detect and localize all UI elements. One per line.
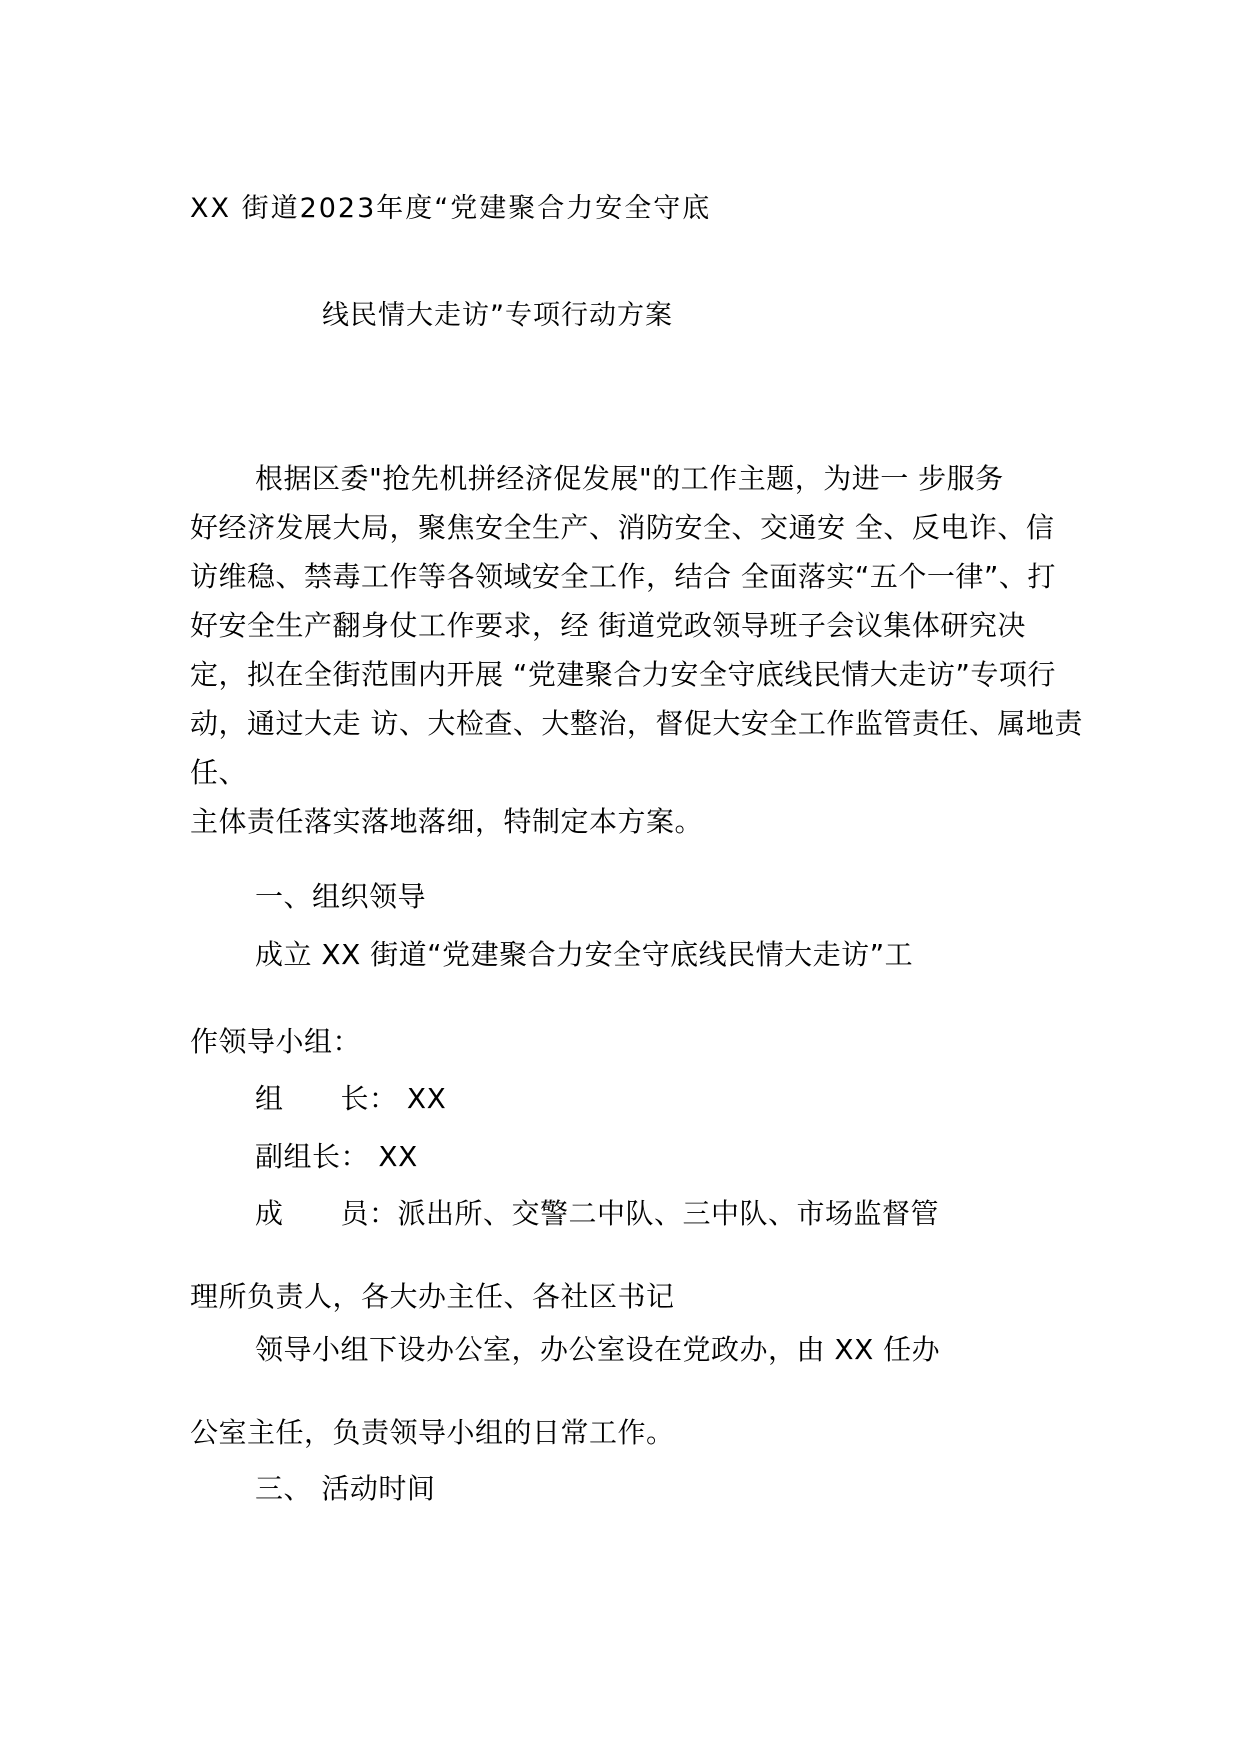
paragraph-intro-line-3: 访维稳、禁毒工作等各领域安全工作，结合 全面落实“五个一律”、打	[190, 560, 1056, 593]
group-deputy: 副组长： XX	[255, 1140, 418, 1173]
document-title-line-1: XX 街道2023年度“党建聚合力安全守底	[190, 193, 712, 224]
paragraph-intro-line-7: 任、	[190, 756, 248, 789]
group-members-line-2: 理所负责人，各大办主任、各社区书记	[190, 1280, 675, 1313]
paragraph-intro-line-4: 好安全生产翻身仗工作要求，经 街道党政领导班子会议集体研究决	[190, 609, 1026, 642]
paragraph-intro-line-5: 定，拟在全街范围内开展 “党建聚合力安全守底线民情大走访”专项行	[190, 658, 1056, 691]
group-leader: 组 长： XX	[255, 1082, 447, 1115]
section-heading-organization: 一、组织领导	[255, 880, 427, 913]
paragraph-intro-line-2: 好经济发展大局，聚焦安全生产、消防安全、交通安 全、反电诈、信	[190, 511, 1055, 544]
paragraph-intro-line-1: 根据区委"抢先机拼经济促发展"的工作主题，为进一 步服务	[255, 462, 1004, 495]
section-heading-activity-time: 三、 活动时间	[255, 1472, 436, 1505]
paragraph-intro-line-6: 动，通过大走 访、大检查、大整治，督促大安全工作监管责任、属地责	[190, 707, 1083, 740]
office-line-2: 公室主任，负责领导小组的日常工作。	[190, 1416, 675, 1449]
group-members-line-1: 成 员：派出所、交警二中队、三中队、市场监督管	[255, 1197, 940, 1230]
paragraph-intro-line-8: 主体责任落实落地落细，特制定本方案。	[190, 805, 704, 838]
establish-line-1: 成立 XX 街道“党建聚合力安全守底线民情大走访”工	[255, 938, 914, 971]
office-line-1: 领导小组下设办公室，办公室设在党政办，由 XX 任办	[255, 1333, 941, 1366]
establish-line-2: 作领导小组：	[190, 1025, 362, 1058]
document-title-line-2: 线民情大走访”专项行动方案	[322, 300, 673, 331]
